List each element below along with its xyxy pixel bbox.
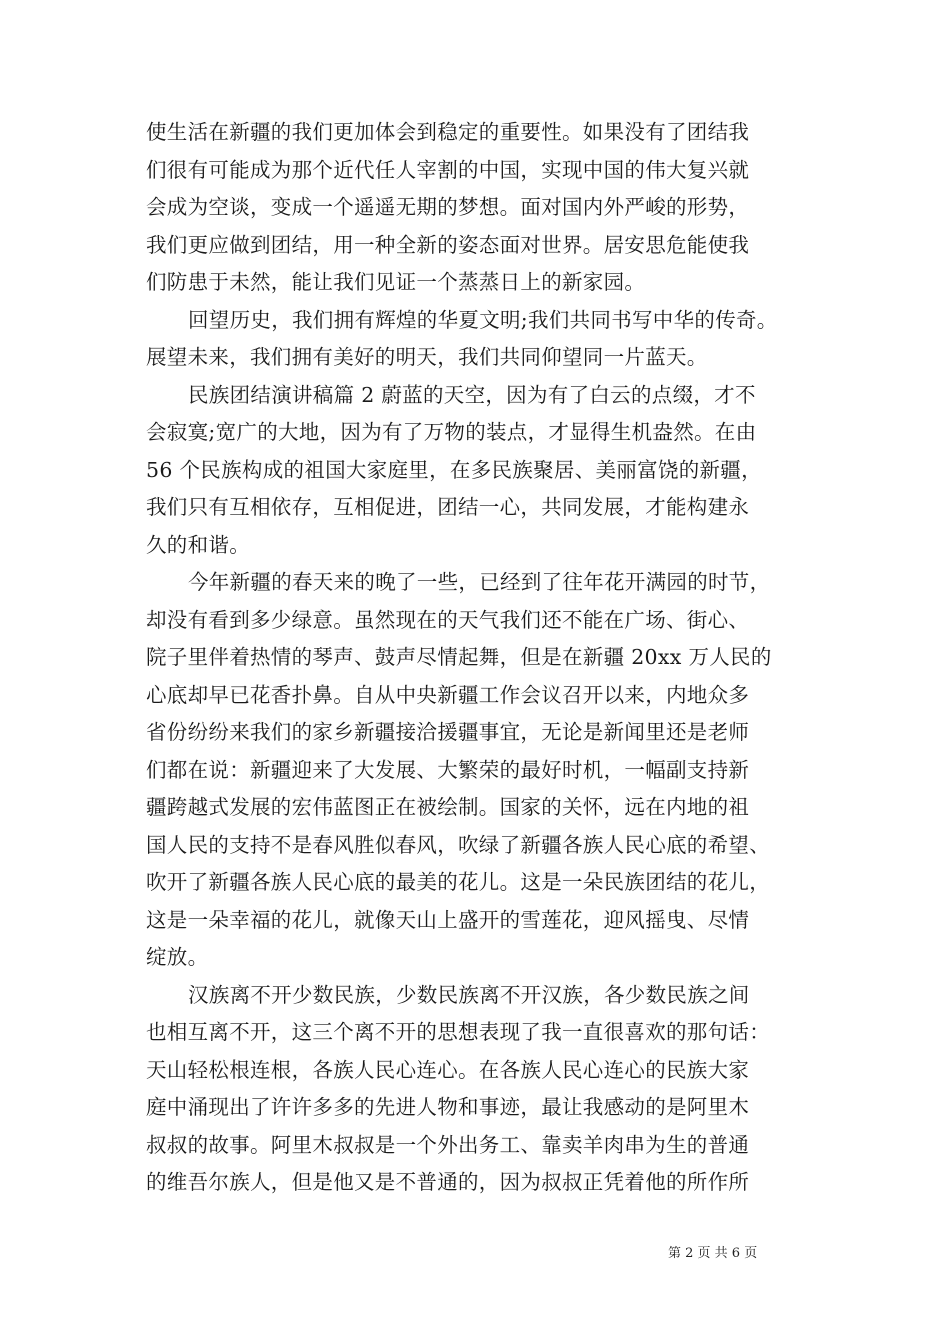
text-line: 却没有看到多少绿意。虽然现在的天气我们还不能在广场、街心、 — [146, 607, 750, 632]
text-line: 们防患于未然，能让我们见证一个蒸蒸日上的新家园。 — [146, 270, 646, 294]
text-line: 叔叔的故事。阿里木叔叔是一个外出务工、靠卖羊肉串为生的普通 — [146, 1132, 750, 1157]
text-line: 们都在说：新疆迎来了大发展、大繁荣的最好时机，一幅副支持新 — [146, 757, 750, 782]
text-line: 疆跨越式发展的宏伟蓝图正在被绘制。国家的关怀，远在内地的祖 — [146, 795, 750, 819]
text-line: 这是一朵幸福的花儿，就像天山上盛开的雪莲花，迎风摇曳、尽情 — [146, 907, 750, 932]
text-line: 也相互离不开，这三个离不开的思想表现了我一直很喜欢的那句话： — [146, 1020, 770, 1044]
text-line: 国人民的支持不是春风胜似春风，吹绿了新疆各族人民心底的希望、 — [146, 832, 770, 857]
document-body — [146, 114, 812, 1202]
paragraph-first-line: 回望历史，我们拥有辉煌的华夏文明;我们共同书写中华的传奇。 — [188, 307, 778, 332]
text-line: 我们只有互相依存，互相促进，团结一心，共同发展，才能构建永 — [146, 495, 750, 519]
text-line: 吹开了新疆各族人民心底的最美的花儿。这是一朵民族团结的花儿， — [146, 870, 770, 894]
text-line: 心底却早已花香扑鼻。自从中央新疆工作会议召开以来，内地众多 — [146, 682, 750, 707]
text-line: 会寂寞;宽广的大地，因为有了万物的装点，才显得生机盎然。在由 — [146, 420, 757, 444]
text-line: 省份纷纷来我们的家乡新疆接洽援疆事宜，无论是新闻里还是老师 — [146, 720, 750, 744]
page-number-footer: 第 2 页 共 6 页 — [668, 1246, 758, 1261]
text-line: 天山轻松根连根，各族人民心连心。在各族人民心连心的民族大家 — [146, 1057, 750, 1082]
paragraph-first-line: 民族团结演讲稿篇 2 蔚蓝的天空，因为有了白云的点缀，才不 — [188, 382, 756, 407]
text-line: 久的和谐。 — [146, 532, 250, 557]
text-line: 展望未来，我们拥有美好的明天，我们共同仰望同一片蓝天。 — [146, 345, 708, 369]
paragraph-first-line: 今年新疆的春天来的晚了一些，已经到了往年花开满园的时节， — [188, 570, 771, 594]
text-line: 们很有可能成为那个近代任人宰割的中国，实现中国的伟大复兴就 — [146, 157, 750, 182]
text-line: 使生活在新疆的我们更加体会到稳定的重要性。如果没有了团结我 — [146, 120, 750, 144]
text-line: 绽放。 — [146, 945, 209, 969]
paragraph-first-line: 汉族离不开少数民族，少数民族离不开汉族，各少数民族之间 — [188, 982, 750, 1007]
text-line: 会成为空谈，变成一个遥遥无期的梦想。面对国内外严峻的形势， — [146, 195, 750, 219]
text-line: 我们更应做到团结，用一种全新的姿态面对世界。居安思危能使我 — [146, 232, 750, 257]
text-line: 院子里伴着热情的琴声、鼓声尽情起舞，但是在新疆 20xx 万人民的 — [146, 645, 772, 669]
text-line: 56 个民族构成的祖国大家庭里，在多民族聚居、美丽富饶的新疆， — [146, 457, 762, 482]
text-line: 庭中涌现出了许许多多的先进人物和事迹，最让我感动的是阿里木 — [146, 1095, 750, 1119]
text-line: 的维吾尔族人，但是他又是不普通的，因为叔叔正凭着他的所作所 — [146, 1170, 750, 1194]
